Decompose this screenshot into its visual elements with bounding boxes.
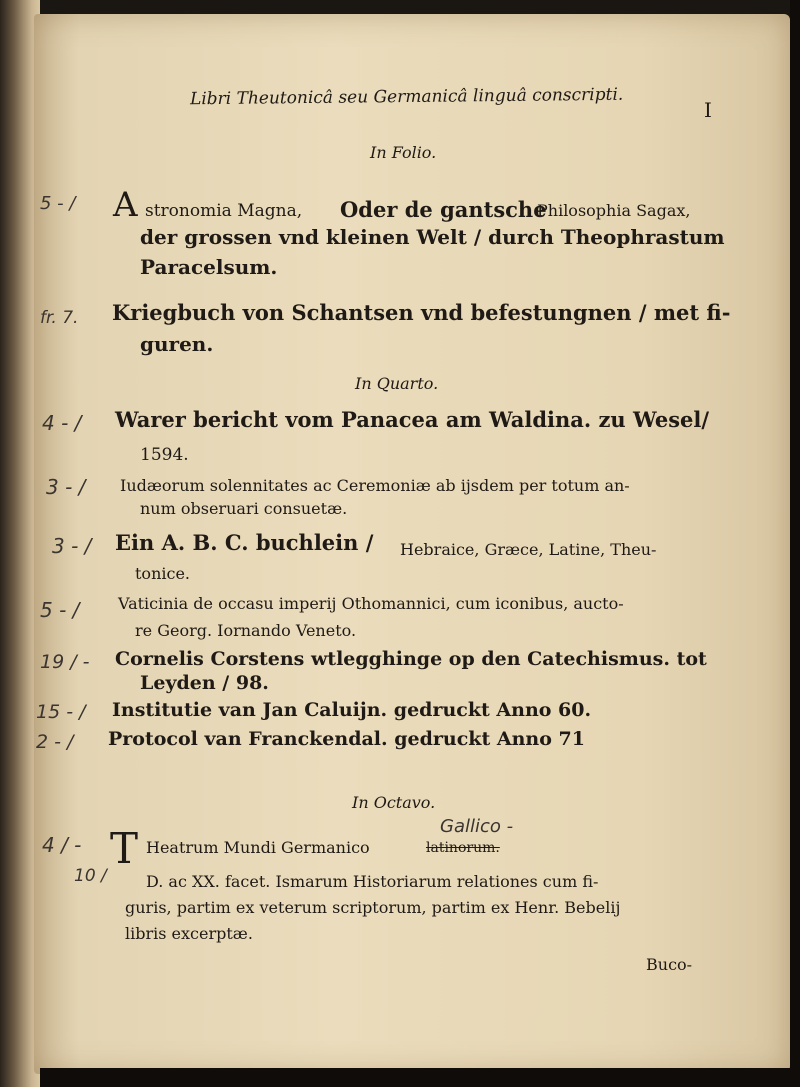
price-note: 3 - / [52, 534, 92, 558]
entry-text: num obseruari consuetæ. [140, 499, 348, 518]
dropcap-t: T [110, 824, 139, 873]
price-note: 2 - / [36, 731, 74, 753]
entry-text-blackletter: Paracelsum. [140, 255, 278, 279]
entry-text: tonice. [135, 564, 190, 583]
entry-text-blackletter: Warer bericht vom Panacea am Waldina. zu Wesel/ [115, 407, 710, 432]
catchword: Buco- [646, 955, 693, 974]
entry-text: Philosophia Sagax, [537, 201, 691, 220]
page-bottom-shadow [40, 1068, 792, 1087]
price-note: fr. 7. [40, 308, 79, 328]
entry-text-blackletter: Kriegbuch von Schantsen vnd befestungnen / met fi- [112, 300, 731, 325]
page-edge-shadow [790, 0, 800, 1087]
section-heading-folio: In Folio. [370, 143, 437, 162]
dropcap-a: A [113, 185, 138, 225]
price-note: 4 - / [42, 411, 82, 435]
entry-text: guris, partim ex veterum scriptorum, partim ex Henr. Bebelij [125, 898, 621, 917]
price-note: 5 - / [40, 598, 80, 622]
price-note: 5 - / [40, 193, 76, 214]
section-heading-quarto: In Quarto. [355, 374, 439, 393]
entry-text-blackletter: Cornelis Corstens wtlegghinge op den Catechismus. tot [115, 648, 707, 670]
entry-text: Vaticinia de occasu imperij Othomannici, cum iconibus, aucto- [118, 594, 624, 613]
entry-text: libris excerptæ. [125, 924, 253, 943]
running-title: Libri Theutonicâ seu Germanicâ linguâ conscripti. [189, 84, 624, 110]
entry-text-blackletter: Ein A. B. C. buchlein / [115, 530, 374, 555]
entry-protocol: Protocol van Franckendal. gedruckt Anno 71 [108, 728, 585, 750]
entry-text: D. ac XX. facet. Ismarum Historiarum relationes cum fi- [146, 872, 599, 891]
entry-text: Iudæorum solennitates ac Ceremoniæ ab ijsdem per totum an- [120, 476, 630, 495]
entry-text: stronomia Magna, [145, 201, 303, 221]
price-note: 4 / - [42, 833, 82, 857]
entry-text-blackletter: der grossen vnd kleinen Welt / durch Theophrastum [140, 225, 725, 249]
page-mark: I [704, 98, 712, 122]
entry-year: 1594. [140, 445, 189, 465]
entry-text-blackletter: guren. [140, 332, 214, 356]
entry-text: re Georg. Iornando Veneto. [135, 621, 357, 640]
price-note: 19 / - [40, 651, 90, 673]
price-note: 15 - / [36, 701, 86, 723]
struck-text: latinorum. [426, 840, 500, 856]
entry-institutie: Institutie van Jan Caluijn. gedruckt Anno 60. [112, 699, 592, 721]
price-note-2: 10 / [74, 866, 107, 886]
section-heading-octavo: In Octavo. [352, 793, 436, 812]
handwritten-correction: Gallico - [440, 816, 514, 837]
entry-text: Heatrum Mundi Germanico [146, 838, 370, 857]
entry-text: Hebraice, Græce, Latine, Theu- [400, 540, 657, 559]
price-note: 3 - / [46, 475, 86, 499]
entry-text-blackletter: Leyden / 98. [140, 672, 269, 694]
entry-text-blackletter: Oder de gantsche [340, 197, 547, 222]
